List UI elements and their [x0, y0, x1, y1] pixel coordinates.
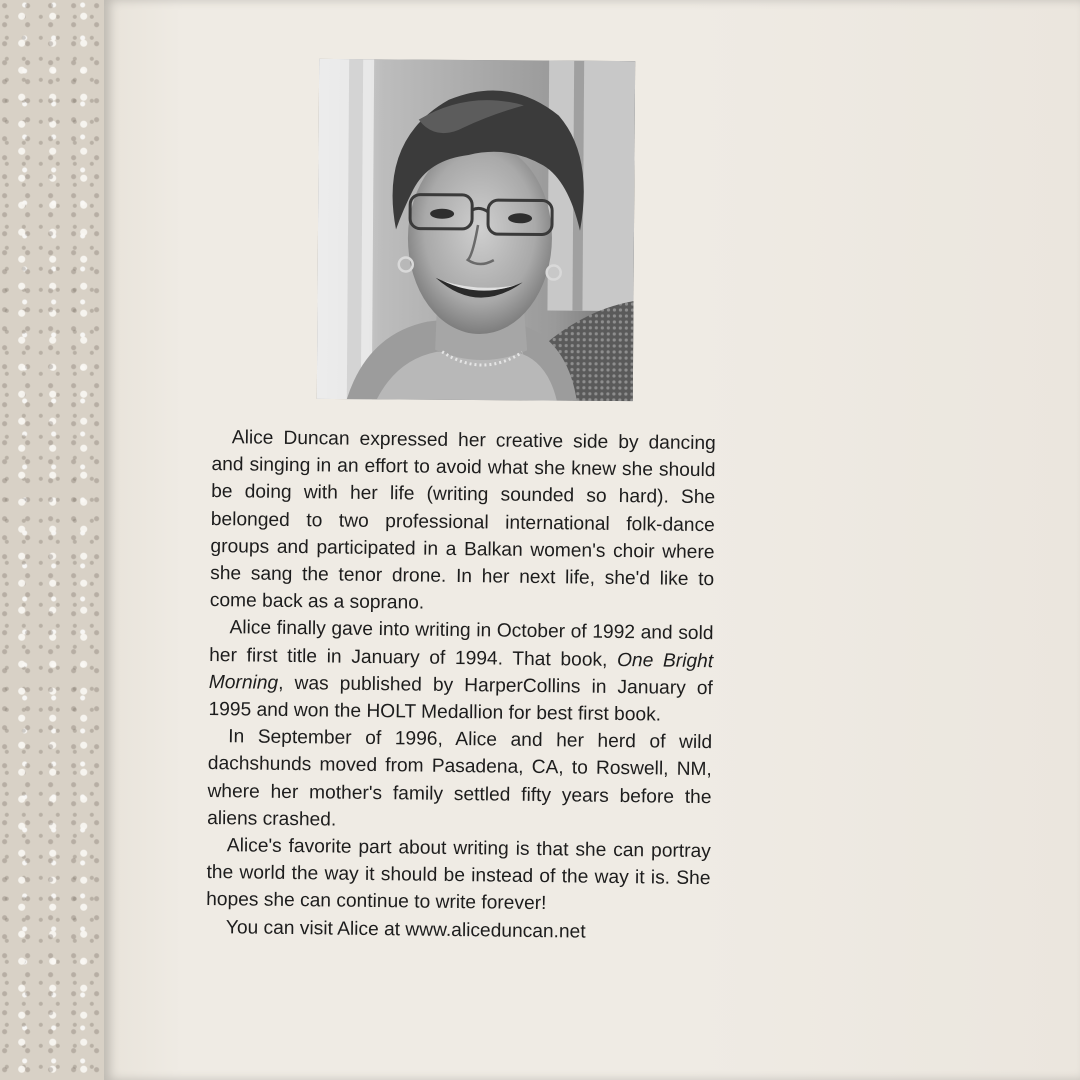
book-title: One Bright Morning — [208, 649, 714, 694]
bio-paragraph-3: In September of 1996, Alice and her herd of wild dachshunds moved from Pasadena, CA, to Roswell, NM, where her mother's family settled fifty years before the aliens crashed. — [207, 726, 713, 831]
bio-paragraph-2-end: , was published by HarperCollins in January of 1995 and won the HOLT Medallion for best first book. — [208, 672, 713, 726]
bio-paragraph-2 — [208, 614, 713, 729]
bio-website-line: You can visit Alice at www.aliceduncan.net — [225, 916, 586, 943]
author-bio — [206, 424, 716, 947]
author-photo — [317, 59, 635, 401]
bio-paragraph-1: Alice Duncan expressed her creative side by dancing and singing in an effort to avoid what she knew she should be doing with her life (writing sounded so hard). She belonged to two professional international folk-dance groups and participated in a Balkan women's choir where she sang the tenor drone. In her next life, she'd like to come back as a soprano. — [209, 427, 716, 614]
author-photo-image — [317, 59, 635, 401]
bio-paragraph-2-start: Alice finally gave into writing in October of 1992 and sold her first title in January of 1994. That book, — [209, 617, 714, 671]
countertop-background — [0, 0, 110, 1080]
bio-paragraph-4: Alice's favorite part about writing is that she can portray the world the way it should be instead of the way it is. She hopes she can continue to write forever! — [206, 835, 711, 915]
